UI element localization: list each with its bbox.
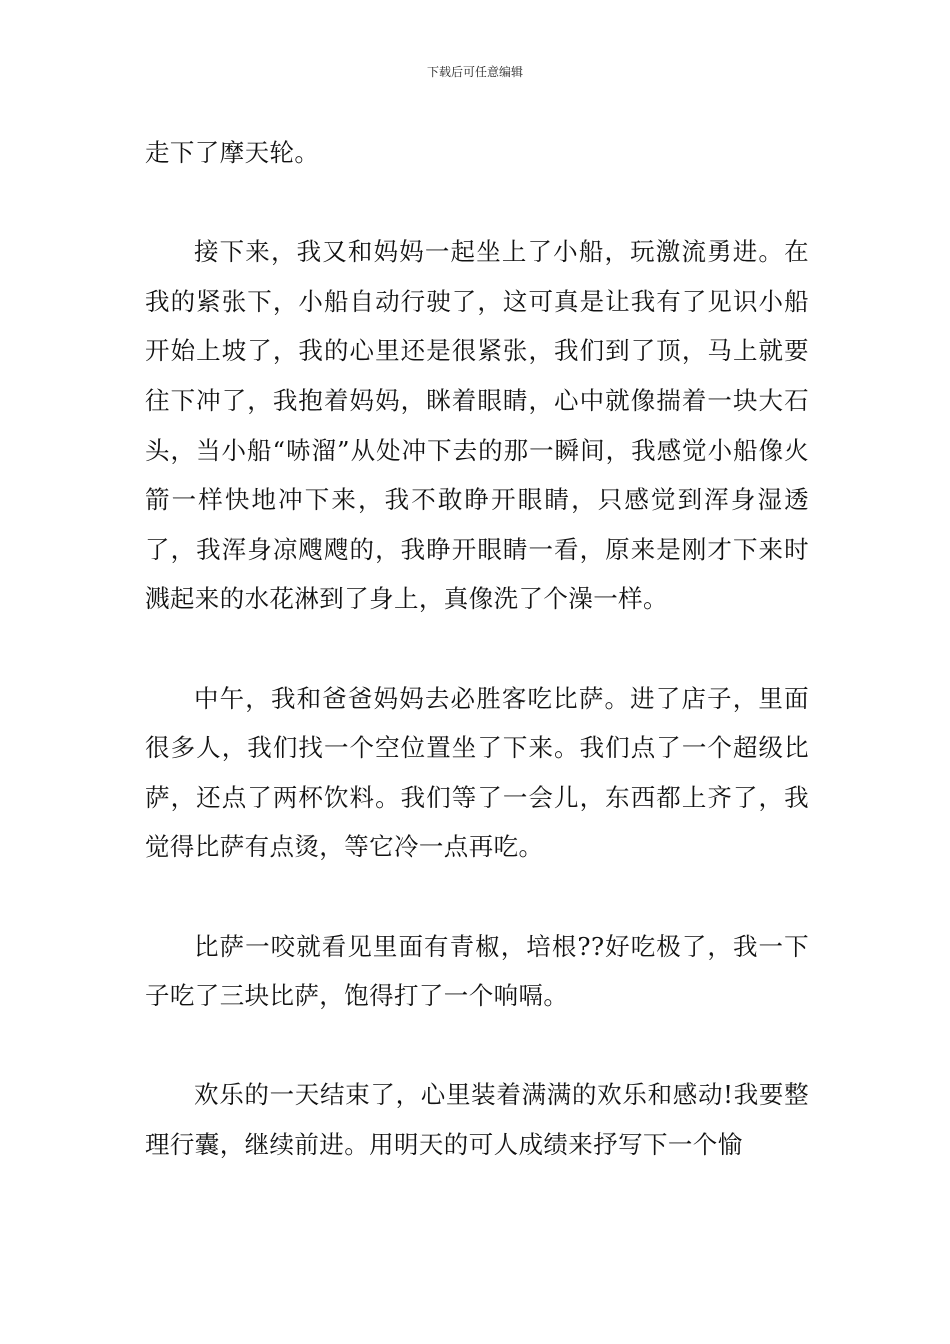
document-body xyxy=(145,128,809,1169)
paragraph-5: 欢乐的一天结束了，心里装着满满的欢乐和感动!我要整理行囊，继续前进。用明天的可人成绩来抒写下一个愉 xyxy=(145,1080,809,1159)
paragraph-4: 比萨一咬就看见里面有青椒，培根??好吃极了，我一下子吃了三块比萨，饱得打了一个响嗝。 xyxy=(145,931,809,1011)
paragraph-3: 中午，我和爸爸妈妈去必胜客吃比萨。进了店子，里面很多人，我们找一个空位置坐了下来。我们点了一个超级比萨，还点了两杯饮料。我们等了一会儿，东西都上齐了，我觉得比萨有点烫，等它冷一点再吃。 xyxy=(145,683,809,862)
paragraph-1: 走下了摩天轮。 xyxy=(145,138,320,167)
page-header-note: 下载后可任意编辑 xyxy=(426,65,523,79)
paragraph-2: 接下来，我又和妈妈一起坐上了小船，玩激流勇进。在我的紧张下，小船自动行驶了，这可真是让我有了见识小船开始上坡了，我的心里还是很紧张，我们到了顶，马上就要往下冲了，我抱着妈妈，眯着眼睛，心中就像揣着一块大石头，当小船“哧溜”从处冲下去的那一瞬间，我感觉小船像火箭一样快地冲下来，我不敢睁开眼睛，只感觉到浑身湿透了，我浑身凉飕飕的，我睁开眼睛一看，原来是刚才下来时溅起来的水花淋到了身上，真像洗了个澡一样。 xyxy=(145,237,809,614)
